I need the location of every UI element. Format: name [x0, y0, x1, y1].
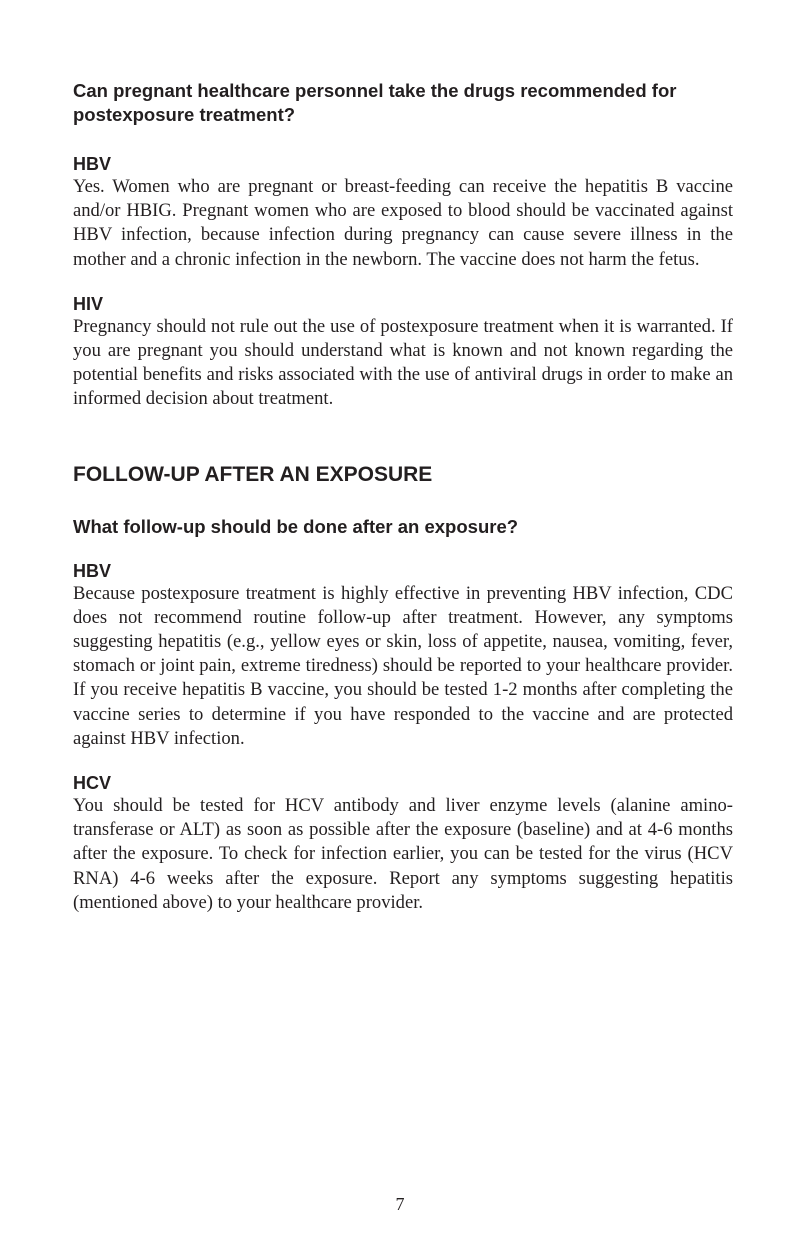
- hbv-subheading: HBV: [73, 154, 112, 174]
- hbv-pregnancy-paragraph: Yes. Women who are pregnant or breast-feeding can receive the hepatitis B vaccine and/or HBIG. Pregnant women who are exposed to blood should be vaccinated against HBV infection, because infection during pregnancy can cause severe illness in the mother and a chronic infection in the newborn. The vaccine does not harm the fetus.: [73, 176, 733, 270]
- page-number: 7: [395, 1194, 405, 1214]
- hiv-subheading: HIV: [73, 293, 104, 314]
- hbv-followup-subheading: HBV: [73, 560, 112, 581]
- hiv-pregnancy-paragraph: Pregnancy should not rule out the use of postexposure treatment when it is warranted. If you are pregnant you should understand what is known and not known regarding the potential benefits and risks associated with the use of antiviral drugs in order to make an informed decision about treatment.: [73, 315, 733, 410]
- question-heading-follow-up: What follow-up should be done after an exposure?: [73, 515, 519, 537]
- hcv-followup-paragraph: You should be tested for HCV antibody and liver enzyme levels (alanine aminotransferase or ALT) as soon as possible after the exposure (baseline) and at 4-6 months after the exposure. To check for infection earlier, you can be tested for the virus (HCV RNA) 4-6 weeks after the exposure. Report any symptoms suggesting hepatitis (mentioned above) to your healthcare provider.: [73, 795, 733, 913]
- section-heading-follow-up: FOLLOW-UP AFTER AN EXPOSURE: [73, 462, 433, 486]
- document-page: [73, 79, 733, 915]
- question-heading-pregnancy: Can pregnant healthcare personnel take the drugs recommended for postexposure treatment?: [73, 80, 677, 125]
- hcv-subheading: HCV: [73, 773, 112, 794]
- hbv-followup-paragraph: Because postexposure treatment is highly effective in preventing HBV infection, CDC does not recommend routine follow-up after treatment. However, any symptoms suggesting hepatitis (e.g., yellow eyes or skin, loss of appetite, nausea, vomiting, fever, stomach or joint pain, extreme tiredness) should be reported to your healthcare provider. If you receive hepatitis B vaccine, you should be tested 1-2 months after completing the vaccine series to determine if you have responded to the vaccine and are protected against HBV infection.: [73, 582, 733, 749]
